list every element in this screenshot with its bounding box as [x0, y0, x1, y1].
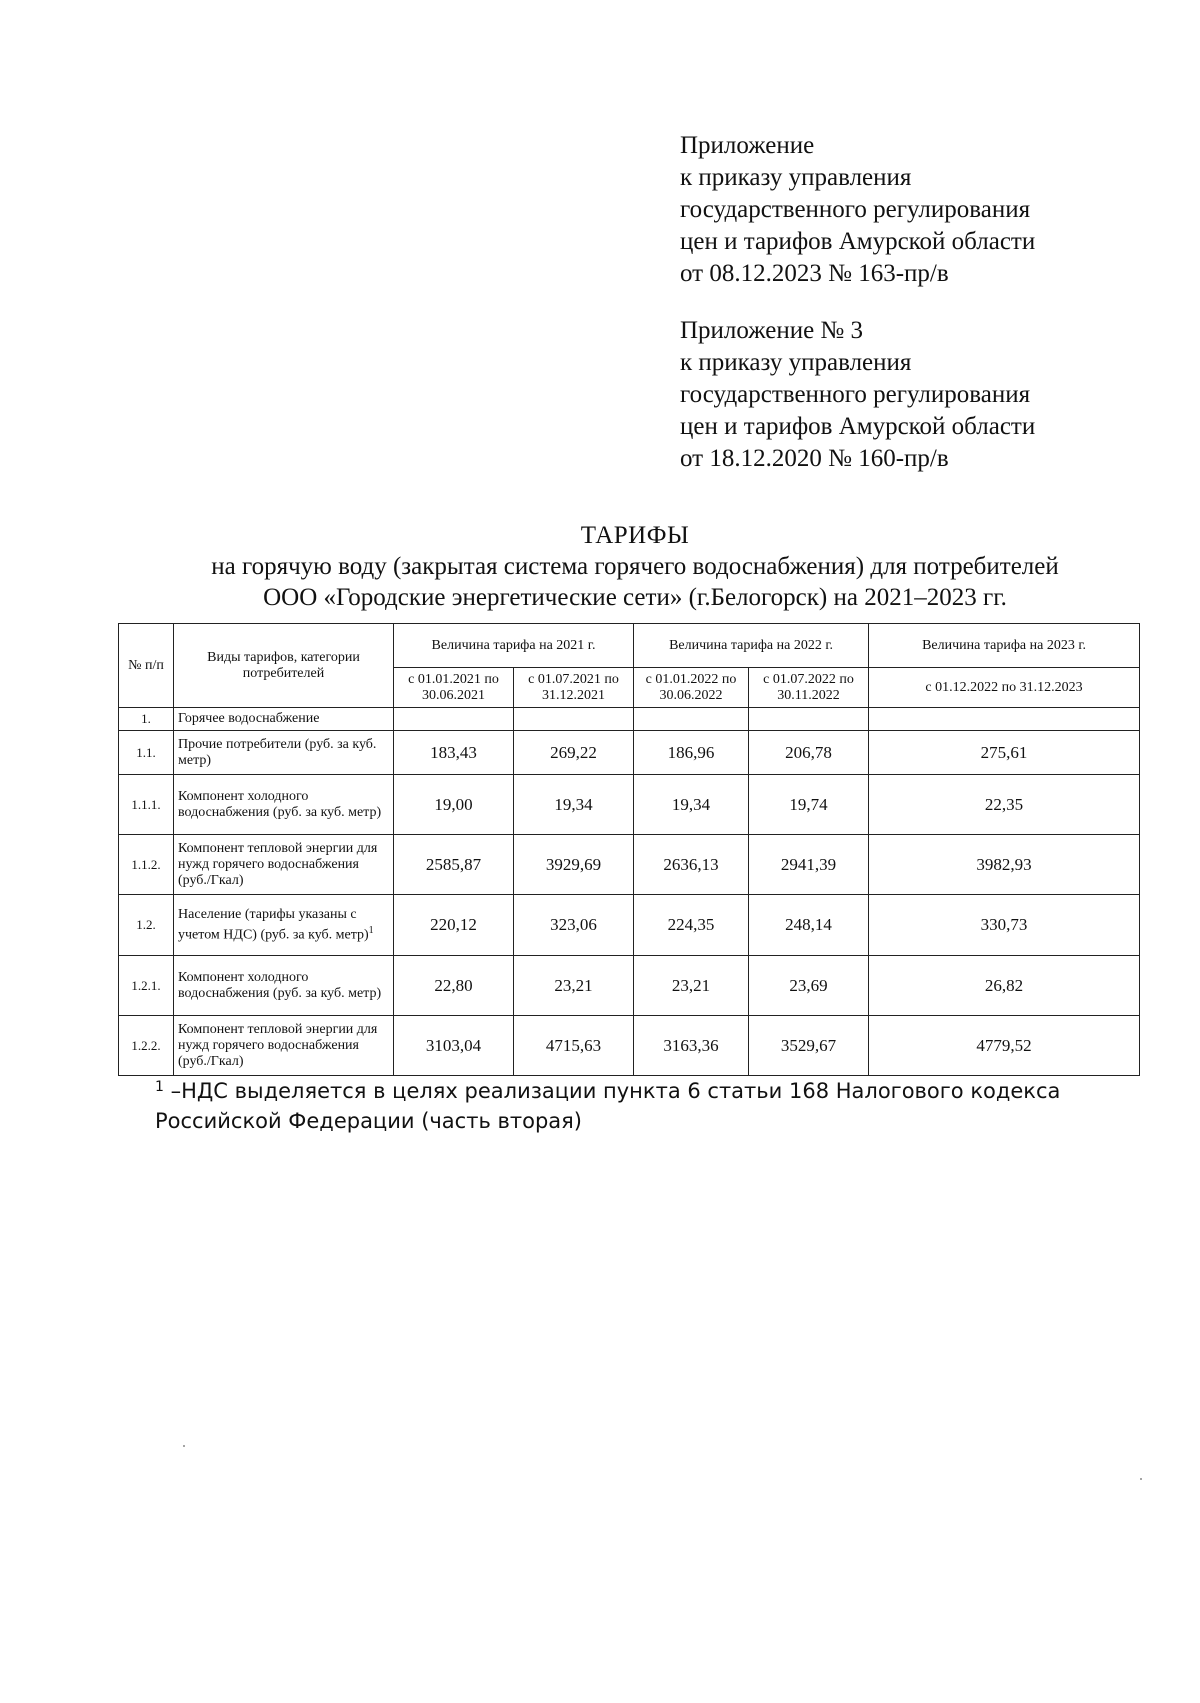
row-value: 4715,63 [514, 1016, 634, 1076]
row-name: Компонент холодного водоснабжения (руб. за куб. метр) [174, 956, 394, 1016]
appendix-current-header [680, 130, 1140, 290]
row-value: 220,12 [394, 895, 514, 956]
row-value: 3982,93 [869, 835, 1140, 895]
row-value: 3529,67 [749, 1016, 869, 1076]
row-name: Компонент холодного водоснабжения (руб. за куб. метр) [174, 775, 394, 835]
table-row [119, 775, 1140, 835]
scan-speck [183, 1445, 185, 1447]
appendix-line: Приложение [680, 132, 815, 159]
tariff-table [118, 623, 1140, 1076]
row-value: 2636,13 [634, 835, 749, 895]
row-value: 323,06 [514, 895, 634, 956]
row-name-text: Население (тарифы указаны с учетом НДС) (руб. за куб. метр) [178, 906, 369, 943]
footnote-mark: 1 [155, 1079, 164, 1095]
row-value: 330,73 [869, 895, 1140, 956]
row-value [514, 708, 634, 731]
row-value: 3929,69 [514, 835, 634, 895]
row-num: 1.2.2. [119, 1016, 174, 1076]
title-line: на горячую воду (закрытая система горячего водоснабжения) для потребителей [211, 553, 1059, 580]
header-period: с 01.07.2022 по 30.11.2022 [749, 668, 869, 708]
row-value: 186,96 [634, 731, 749, 775]
table-row [119, 708, 1140, 731]
row-value: 224,35 [634, 895, 749, 956]
footnote-line [155, 1076, 1155, 1106]
row-num: 1.1.2. [119, 835, 174, 895]
row-num: 1.1.1. [119, 775, 174, 835]
appendix-line: от 08.12.2023 № 163-пр/в [680, 260, 949, 287]
table-row [119, 731, 1140, 775]
table-row [119, 956, 1140, 1016]
table-header-row [119, 624, 1140, 668]
appendix-line: государственного регулирования [680, 196, 1031, 223]
scan-speck [1140, 1478, 1142, 1480]
title-main: ТАРИФЫ [580, 522, 690, 549]
row-value: 3103,04 [394, 1016, 514, 1076]
header-group-2023: Величина тарифа на 2023 г. [869, 624, 1140, 668]
appendix-line: Приложение № 3 [680, 317, 864, 344]
appendix-line: от 18.12.2020 № 160-пр/в [680, 445, 949, 472]
appendix-line: цен и тарифов Амурской области [680, 228, 1036, 255]
header-name: Виды тарифов, категории потребителей [174, 624, 394, 708]
document-title [130, 520, 1140, 613]
row-value: 23,69 [749, 956, 869, 1016]
row-value [634, 708, 749, 731]
row-name: Компонент тепловой энергии для нужд горячего водоснабжения (руб./Гкал) [174, 1016, 394, 1076]
row-value: 23,21 [634, 956, 749, 1016]
row-value: 206,78 [749, 731, 869, 775]
header-period: с 01.12.2022 по 31.12.2023 [869, 668, 1140, 708]
header-group-2022: Величина тарифа на 2022 г. [634, 624, 869, 668]
row-value: 4779,52 [869, 1016, 1140, 1076]
row-value: 183,43 [394, 731, 514, 775]
appendix-line: государственного регулирования [680, 381, 1031, 408]
header-period: с 01.01.2022 по 30.06.2022 [634, 668, 749, 708]
row-value: 19,34 [514, 775, 634, 835]
row-value: 19,00 [394, 775, 514, 835]
footnote-ref: 1 [368, 924, 374, 936]
row-value: 22,35 [869, 775, 1140, 835]
appendix-line: к приказу управления [680, 164, 912, 191]
row-value: 19,34 [634, 775, 749, 835]
footnote-line: Российской Федерации (часть вторая) [155, 1109, 582, 1133]
row-name: Горячее водоснабжение [174, 708, 394, 731]
row-name [174, 895, 394, 956]
row-value [869, 708, 1140, 731]
table-row [119, 1016, 1140, 1076]
appendix-original-header [680, 315, 1140, 475]
header-group-2021: Величина тарифа на 2021 г. [394, 624, 634, 668]
row-value [749, 708, 869, 731]
row-value: 3163,36 [634, 1016, 749, 1076]
title-line: ООО «Городские энергетические сети» (г.Белогорск) на 2021–2023 гг. [263, 584, 1007, 611]
row-value: 19,74 [749, 775, 869, 835]
row-value: 269,22 [514, 731, 634, 775]
header-num: № п/п [119, 624, 174, 708]
row-value: 2585,87 [394, 835, 514, 895]
row-value: 248,14 [749, 895, 869, 956]
row-num: 1.1. [119, 731, 174, 775]
row-name: Прочие потребители (руб. за куб. метр) [174, 731, 394, 775]
appendix-line: к приказу управления [680, 349, 912, 376]
row-value: 22,80 [394, 956, 514, 1016]
row-value: 23,21 [514, 956, 634, 1016]
row-num: 1. [119, 708, 174, 731]
row-value: 275,61 [869, 731, 1140, 775]
row-name: Компонент тепловой энергии для нужд горячего водоснабжения (руб./Гкал) [174, 835, 394, 895]
header-period: с 01.01.2021 по 30.06.2021 [394, 668, 514, 708]
row-value: 26,82 [869, 956, 1140, 1016]
table-row [119, 895, 1140, 956]
row-value: 2941,39 [749, 835, 869, 895]
footnote-text: –НДС выделяется в целях реализации пункта 6 статьи 168 Налогового кодекса [170, 1079, 1061, 1103]
row-num: 1.2. [119, 895, 174, 956]
row-value [394, 708, 514, 731]
row-num: 1.2.1. [119, 956, 174, 1016]
appendix-line: цен и тарифов Амурской области [680, 413, 1036, 440]
footnote [155, 1076, 1155, 1136]
header-period: с 01.07.2021 по 31.12.2021 [514, 668, 634, 708]
table-row [119, 835, 1140, 895]
